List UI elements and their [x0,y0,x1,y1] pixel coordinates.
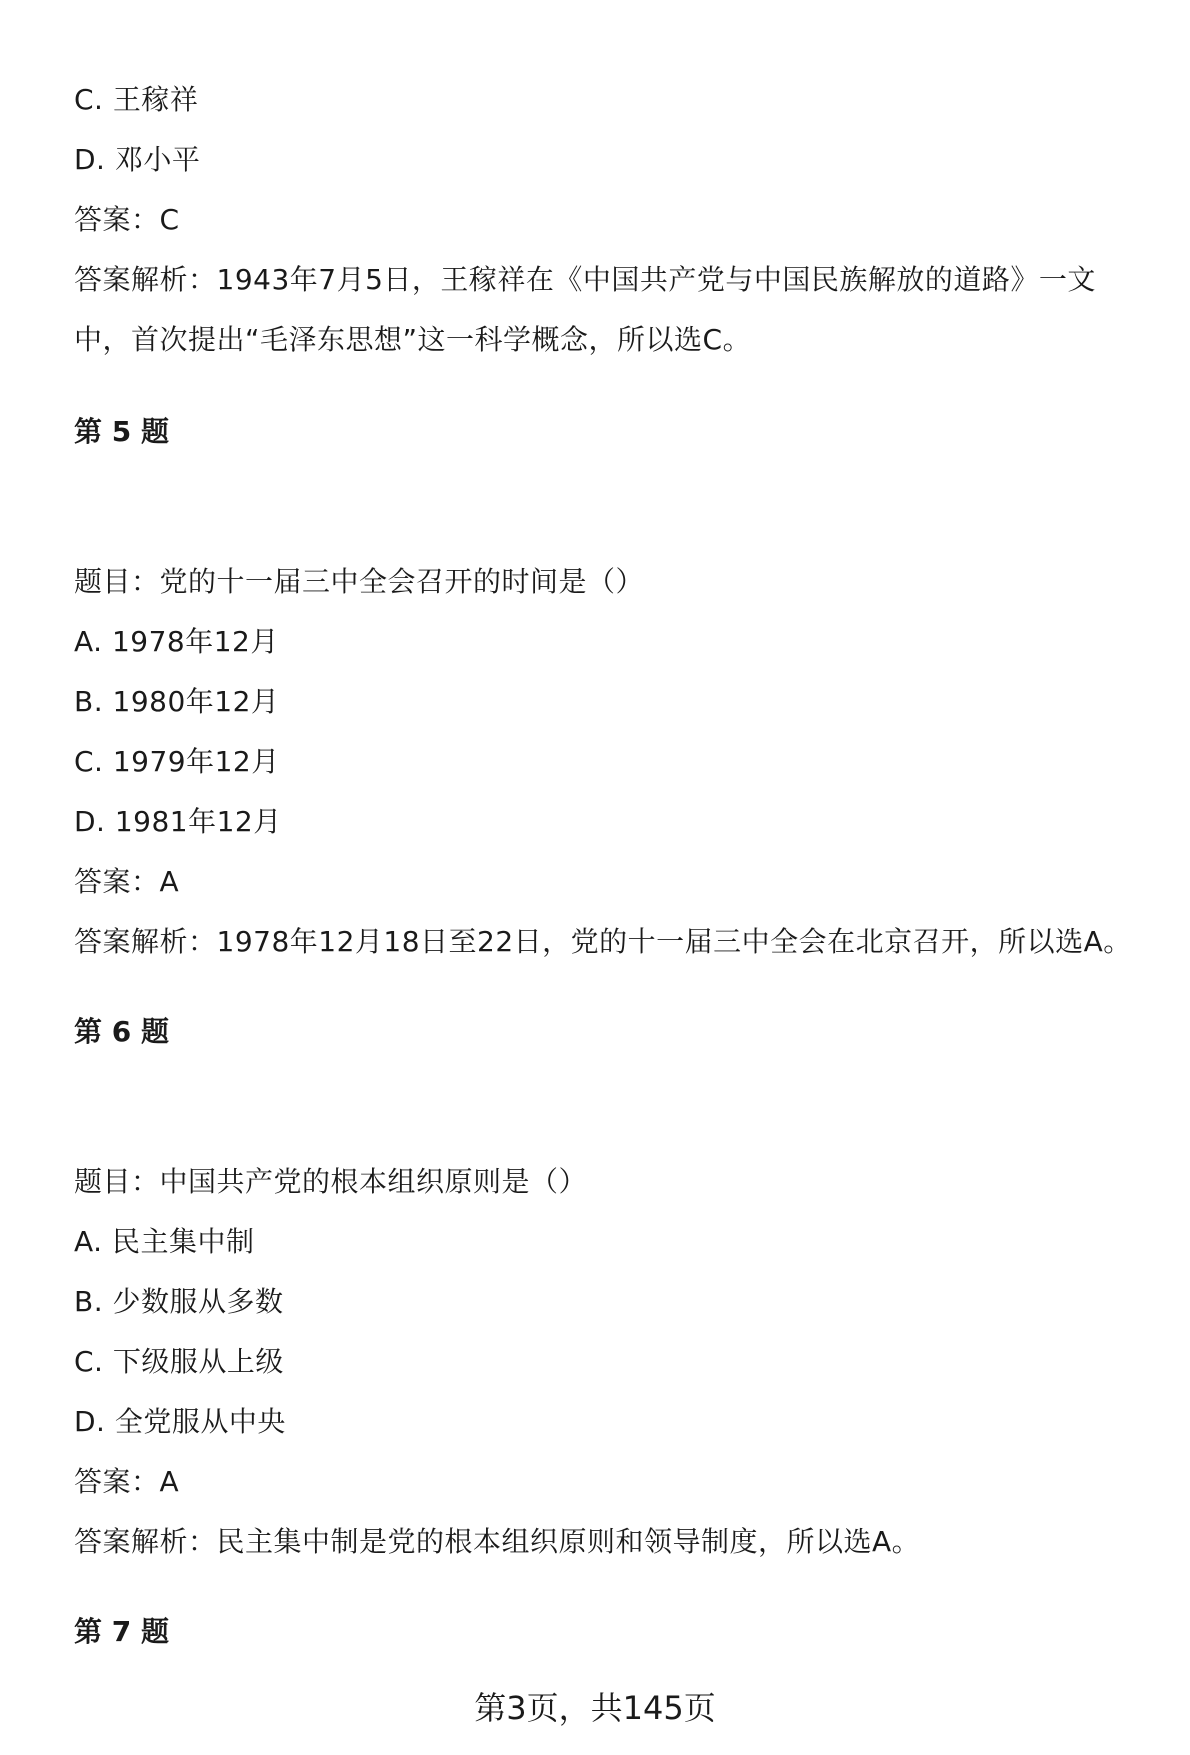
q6-option-d: D. 全党服从中央 [74,1405,286,1438]
q4-option-d: D. 邓小平 [74,143,201,176]
page-number-footer: 第3页，共145页 [474,1689,716,1727]
q5-question: 题目：党的十一届三中全会召开的时间是（） [74,565,645,598]
q5-option-c: C. 1979年12月 [74,745,280,778]
q6-analysis: 答案解析：民主集中制是党的根本组织原则和领导制度，所以选A。 [74,1525,921,1558]
q6-question: 题目：中国共产党的根本组织原则是（） [74,1165,588,1198]
q5-option-b: B. 1980年12月 [74,685,280,718]
q4-analysis: 答案解析：1943年7月5日，王稼祥在《中国共产党与中国民族解放的道路》一文中，首次提出“毛泽东思想”这一科学概念，所以选C。 [74,263,1096,356]
q6-heading: 第 6 题 [74,1015,169,1048]
q6-option-a: A. 民主集中制 [74,1225,255,1258]
q5-option-a: A. 1978年12月 [74,625,279,658]
q5-analysis: 答案解析：1978年12月18日至22日，党的十一届三中全会在北京召开，所以选A。 [74,925,1132,958]
q6-answer: 答案：A [74,1465,180,1498]
q5-answer: 答案：A [74,865,180,898]
q4-option-c: C. 王稼祥 [74,83,199,116]
q6-option-b: B. 少数服从多数 [74,1285,284,1318]
q7-heading: 第 7 题 [74,1615,169,1648]
q5-heading: 第 5 题 [74,415,169,448]
q4-answer: 答案：C [74,203,180,236]
q5-option-d: D. 1981年12月 [74,805,282,838]
q6-option-c: C. 下级服从上级 [74,1345,284,1378]
